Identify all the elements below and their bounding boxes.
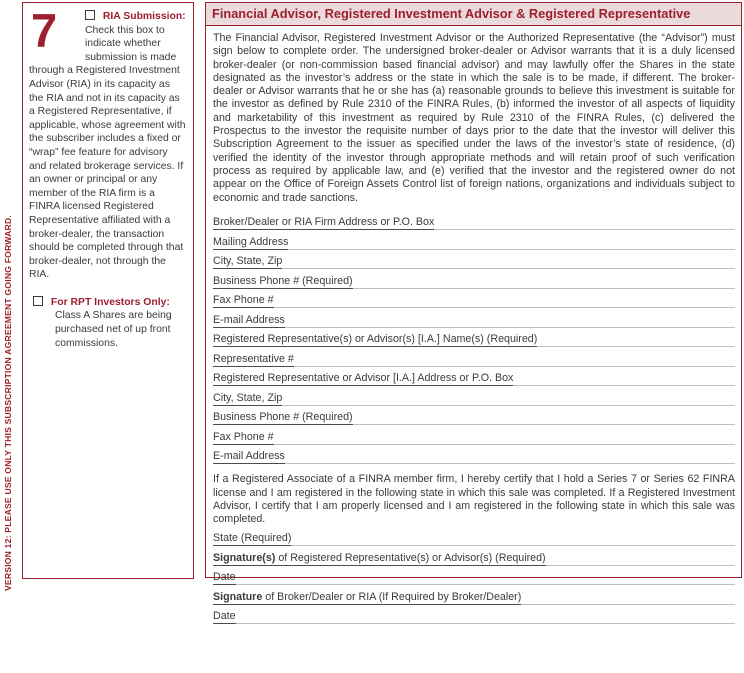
form-field-row: [213, 585, 735, 605]
rpt-investors-checkbox[interactable]: [33, 296, 43, 306]
field-label: Date: [213, 571, 236, 584]
ria-submission-text: Check this box to indicate whether submission is made through a Registered Investment Advisor (RIA) in its capacity as the RIA and not in its capacity as a Registered Representative, if applicable, whose agreement with the subscriber includes a fixed or “wrap” fee feature for advisory and related brokerage services. If an owner or principal or any member of the RIA firm is a FINRA licensed Registered Representative affiliated with a broker-dealer, the transaction should be completed through that broker-dealer, not through the RIA.: [29, 24, 186, 281]
field-fill-line[interactable]: [353, 422, 735, 425]
field-fill-line[interactable]: [294, 364, 735, 367]
version-note: VERSION 12: PLEASE USE ONLY THIS SUBSCRIPTION AGREEMENT GOING FORWARD.: [3, 215, 13, 591]
broker-dealer-fields: [213, 211, 735, 465]
field-fill-line[interactable]: [282, 266, 735, 269]
field-label: City, State, Zip: [213, 255, 283, 268]
field-fill-line[interactable]: [546, 563, 735, 566]
field-fill-line[interactable]: [434, 227, 735, 230]
form-field-row: [213, 347, 735, 367]
section-title: Financial Advisor, Registered Investment Advisor & Registered Representative: [206, 3, 741, 26]
form-field-row: [213, 328, 735, 348]
signature-fields: [213, 527, 735, 625]
field-fill-line[interactable]: [274, 442, 735, 445]
step-number: 7: [31, 4, 58, 57]
field-fill-line[interactable]: [537, 344, 735, 347]
field-fill-line[interactable]: [236, 582, 735, 585]
field-label: Business Phone # (Required): [213, 411, 353, 424]
form-field-row: [213, 230, 735, 250]
field-fill-line[interactable]: [291, 543, 735, 546]
advisor-intro-paragraph: The Financial Advisor, Registered Investment Advisor or the Authorized Representative (the “Advisor”) must sign below to complete order. The undersigned broker-dealer or Advisor warrants that it is a duly licensed broker-dealer (or non-commission based financial advisor) and may lawfully offer the Shares in the state designated as the investor’s address or the state in which the sale is to be made, if different. The broker-dealer or Advisor warrants that he or she has (a) reasonable grounds to believe this investment is suitable for the investor as defined by Rule 2310 of the FINRA Rules, (b) informed the investor of all aspects of liquidity and marketability of this investment as required by Rule 2310 of the FINRA Rules, (c) delivered the Prospectus to the investor the requisite number of days prior to the date that the investor will deliver this Subscription Agreement to the issuer as specified under the laws of the investor’s state of residence, (d) verified the identity of the investor through appropriate methods and will retain proof of such verification process as required by applicable law, and (e) verified that the investor and the registered owner do not appear on the Office of Foreign Assets Control list of foreign nations, organizations and individuals subject to economic and trade sanctions.: [213, 32, 735, 204]
sidebar-panel: [22, 2, 194, 579]
certification-paragraph: If a Registered Associate of a FINRA member firm, I hereby certify that I hold a Series 7 or Series 62 FINRA license and I am registered in the following state in which this sale was completed. If a Registered Investment Advisor, I certify that I am properly licensed and I am registered in the following state in which this sale was completed.: [213, 473, 735, 526]
field-label: State (Required): [213, 532, 292, 545]
form-field-row: [213, 527, 735, 547]
advisor-section-panel: [205, 2, 742, 623]
field-label: Broker/Dealer or RIA Firm Address or P.O. Box: [213, 216, 435, 229]
field-label: E-mail Address: [213, 450, 285, 463]
field-fill-line[interactable]: [353, 286, 735, 289]
field-label: Representative #: [213, 352, 294, 365]
field-fill-line[interactable]: [288, 247, 735, 250]
form-field-row: [213, 269, 735, 289]
field-label: Registered Representative or Advisor [I.A.] Address or P.O. Box: [213, 372, 514, 385]
form-field-row: [213, 605, 735, 625]
field-label: Fax Phone #: [213, 294, 274, 307]
field-fill-line[interactable]: [274, 305, 735, 308]
form-field-row: [213, 211, 735, 231]
field-fill-line[interactable]: [285, 461, 735, 464]
field-label: Mailing Address: [213, 235, 289, 248]
form-field-row: [213, 250, 735, 270]
form-field-row: [213, 406, 735, 426]
field-label: E-mail Address: [213, 313, 285, 326]
field-fill-line[interactable]: [513, 383, 735, 386]
field-label: Fax Phone #: [213, 430, 274, 443]
form-field-row: [213, 289, 735, 309]
rpt-investors-text: Class A Shares are being purchased net of up front commissions.: [55, 310, 172, 349]
form-field-row: [213, 367, 735, 387]
form-field-row: [213, 445, 735, 465]
field-fill-line[interactable]: [285, 325, 735, 328]
field-label: City, State, Zip: [213, 391, 283, 404]
form-field-row: [213, 566, 735, 586]
field-label: Date: [213, 610, 236, 623]
rpt-investors-block: [29, 296, 187, 350]
field-label: Signature of Broker/Dealer or RIA (If Required by Broker/Dealer): [213, 590, 522, 603]
ria-submission-block: [29, 4, 187, 282]
field-label: Signature(s) of Registered Representative(s) or Advisor(s) (Required): [213, 551, 546, 564]
form-field-row: [213, 386, 735, 406]
field-fill-line[interactable]: [236, 621, 735, 624]
form-field-row: [213, 308, 735, 328]
field-fill-line[interactable]: [521, 602, 735, 605]
form-field-row: [213, 546, 735, 566]
ria-submission-checkbox[interactable]: [85, 10, 95, 20]
field-fill-line[interactable]: [282, 403, 735, 406]
form-field-row: [213, 425, 735, 445]
rpt-investors-label: For RPT Investors Only:: [50, 296, 170, 308]
field-label: Registered Representative(s) or Advisor(s) [I.A.] Name(s) (Required): [213, 333, 538, 346]
field-label: Business Phone # (Required): [213, 274, 353, 287]
ria-submission-label: RIA Submission:: [102, 11, 186, 22]
